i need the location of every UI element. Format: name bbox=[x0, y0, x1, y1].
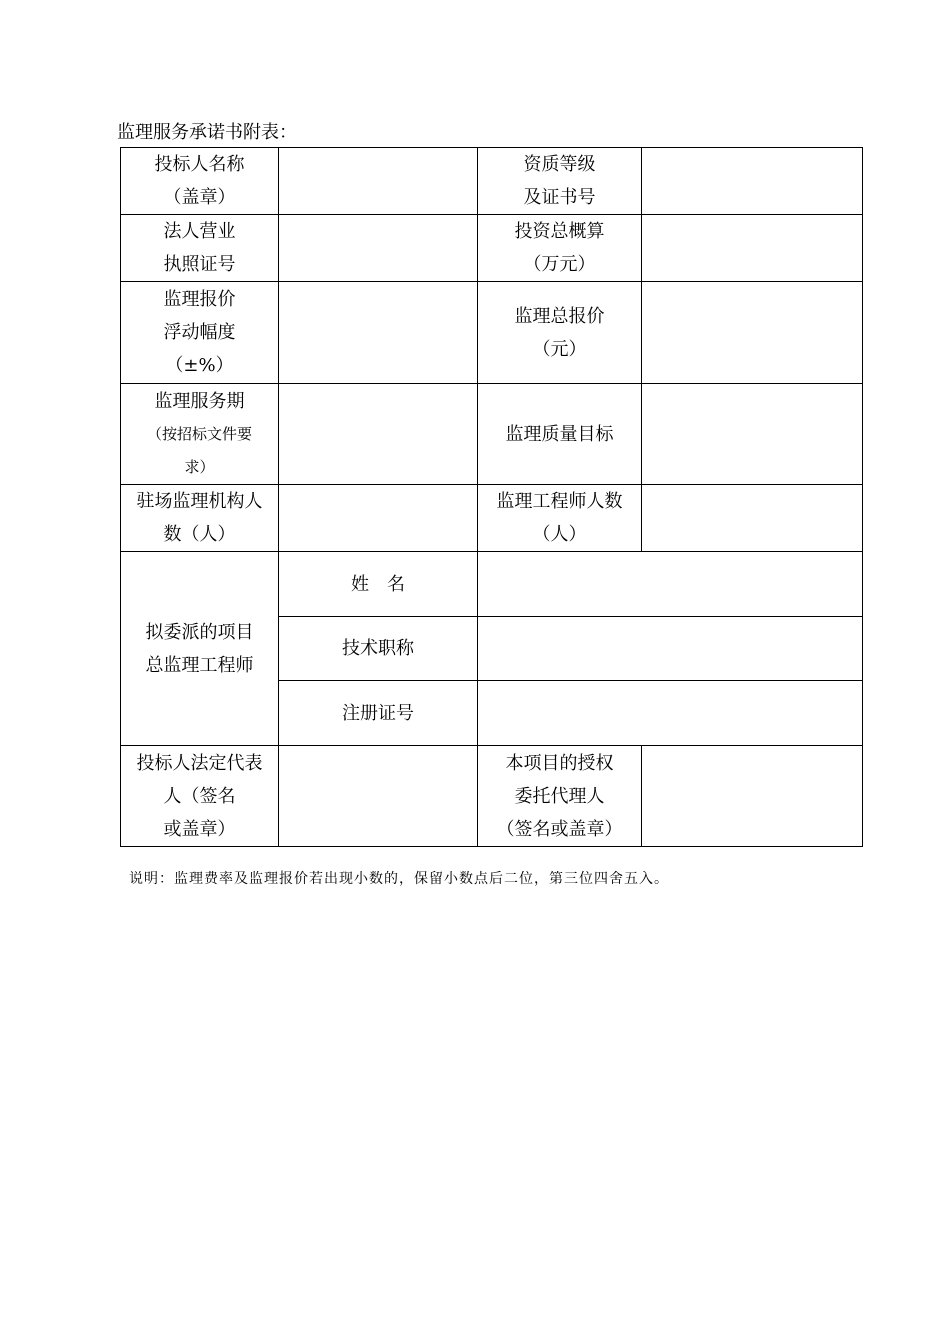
table-row bbox=[121, 485, 863, 552]
engineer-title-label: 技术职称 bbox=[279, 617, 478, 681]
legal-rep-field[interactable] bbox=[279, 746, 478, 847]
table-row bbox=[121, 746, 863, 847]
chief-engineer-label: 拟委派的项目 总监理工程师 bbox=[121, 552, 279, 746]
business-license-field[interactable] bbox=[279, 215, 478, 282]
bidder-name-field[interactable] bbox=[279, 148, 478, 215]
table-row bbox=[121, 148, 863, 215]
business-license-label: 法人营业 执照证号 bbox=[121, 215, 279, 282]
table-row bbox=[121, 282, 863, 384]
service-period-label: 监理服务期 （按招标文件要 求） bbox=[121, 384, 279, 485]
service-period-field[interactable] bbox=[279, 384, 478, 485]
quality-target-field[interactable] bbox=[642, 384, 863, 485]
onsite-staff-label: 驻场监理机构人 数（人） bbox=[121, 485, 279, 552]
total-investment-field[interactable] bbox=[642, 215, 863, 282]
qualification-label: 资质等级 及证书号 bbox=[478, 148, 642, 215]
engineer-cert-field[interactable] bbox=[478, 681, 863, 746]
engineer-title-field[interactable] bbox=[478, 617, 863, 681]
commitment-attachment-table bbox=[120, 147, 863, 847]
price-fluctuation-label: 监理报价 浮动幅度 （±%） bbox=[121, 282, 279, 384]
engineer-count-field[interactable] bbox=[642, 485, 863, 552]
authorized-agent-label: 本项目的授权 委托代理人 （签名或盖章） bbox=[478, 746, 642, 847]
quality-target-label: 监理质量目标 bbox=[478, 384, 642, 485]
total-investment-label: 投资总概算 （万元） bbox=[478, 215, 642, 282]
total-price-field[interactable] bbox=[642, 282, 863, 384]
price-fluctuation-field[interactable] bbox=[279, 282, 478, 384]
engineer-cert-label: 注册证号 bbox=[279, 681, 478, 746]
table-row bbox=[121, 215, 863, 282]
qualification-field[interactable] bbox=[642, 148, 863, 215]
authorized-agent-field[interactable] bbox=[642, 746, 863, 847]
bidder-name-label: 投标人名称 （盖章） bbox=[121, 148, 279, 215]
legal-rep-label: 投标人法定代表 人（签名 或盖章） bbox=[121, 746, 279, 847]
engineer-count-label: 监理工程师人数 （人） bbox=[478, 485, 642, 552]
table-row bbox=[121, 552, 863, 617]
form-title: 监理服务承诺书附表： bbox=[117, 122, 297, 143]
engineer-name-field[interactable] bbox=[478, 552, 863, 617]
footnote: 说明：监理费率及监理报价若出现小数的，保留小数点后二位，第三位四舍五入。 bbox=[129, 871, 669, 887]
onsite-staff-field[interactable] bbox=[279, 485, 478, 552]
total-price-label: 监理总报价 （元） bbox=[478, 282, 642, 384]
engineer-name-label: 姓 名 bbox=[279, 552, 478, 617]
table-row bbox=[121, 384, 863, 485]
